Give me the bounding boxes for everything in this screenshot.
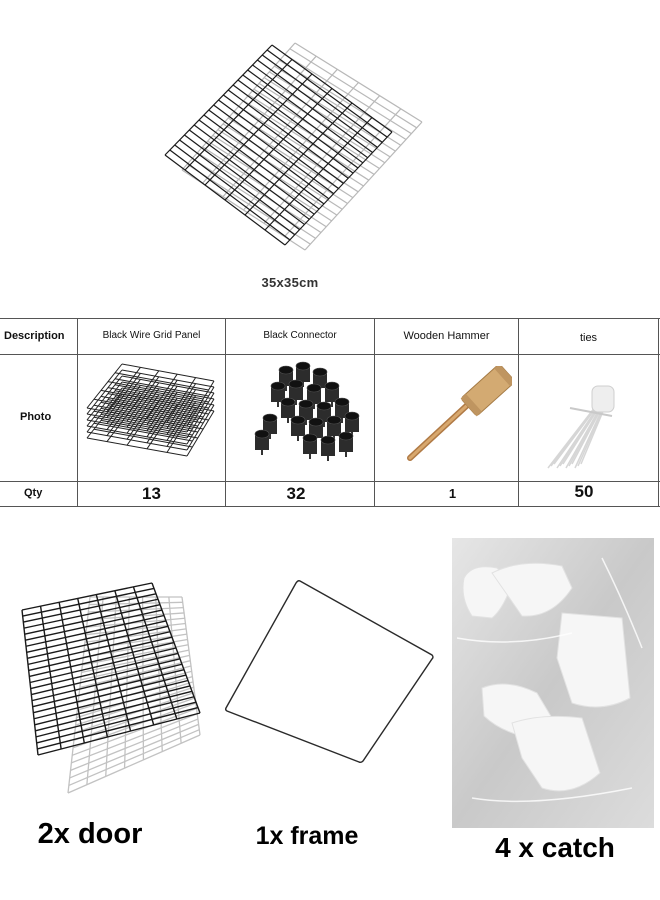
qty-value: 50 <box>574 482 594 501</box>
catch-caption: 4 x catch <box>495 832 615 863</box>
wooden-hammer-icon <box>400 366 512 466</box>
frame-caption: 1x frame <box>255 822 359 850</box>
frame-image <box>220 575 440 765</box>
qty-value: 32 <box>286 484 306 503</box>
column-header: Black Wire Grid Panel <box>102 330 201 341</box>
column-header: Wooden Hammer <box>403 330 490 342</box>
cable-ties-icon <box>540 368 640 473</box>
qty-value: 13 <box>142 484 161 503</box>
qty-row-label: Qty <box>24 487 43 499</box>
door-caption: 2x door <box>37 818 143 850</box>
wire-grid-stack-icon <box>82 356 220 476</box>
column-header: Black Connector <box>263 330 337 341</box>
column-header: ties <box>579 332 598 344</box>
wire-grid-panel-image <box>160 40 430 270</box>
catch-bag-image <box>452 538 654 828</box>
panel-size-caption: 35x35cm <box>261 275 319 290</box>
connector-pile-icon <box>248 358 378 473</box>
qty-value: 1 <box>448 486 457 501</box>
parts-table <box>0 318 660 508</box>
photo-row-label: Photo <box>20 411 52 423</box>
description-row-label: Description <box>4 330 65 342</box>
door-panels-image <box>0 575 230 800</box>
